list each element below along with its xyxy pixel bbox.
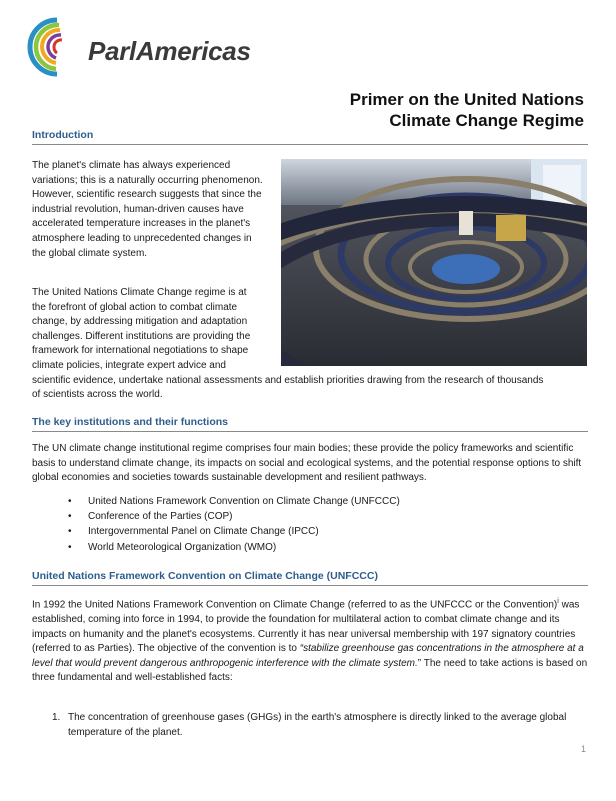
title-line-2: Climate Change Regime [389,111,584,130]
section-heading-introduction: Introduction [32,129,588,145]
intro-p2-line: climate policies, integrate expert advice and [32,359,226,371]
list-item: • Conference of the Parties (COP) [68,511,233,523]
list-item: 1. The concentration of greenhouse gases (GHGs) in the earth's atmosphere is directly linked to the average global temperature of the planet. [52,712,567,738]
intro-p2-line: challenges. Different institutions are providing the [32,330,251,342]
facts-list [52,711,592,740]
intro-p2-line: framework for international negotiations to shape [32,345,249,357]
intro-p2-line: scientific evidence, undertake national assessments and establish priorities drawing from the research of thousands [32,374,544,386]
intro-p2-line: the forefront of global action to combat climate [32,301,238,313]
institutions-list [58,494,400,555]
institutions-paragraph: The UN climate change institutional regime comprises four main bodies; these provide the policy frameworks and scientific basis to understand climate change, its impacts on social and ecological systems, and the potential response options to shift global economies and societies towards sustainable development and resilient pathways. [32,443,582,484]
page-number: 1 [580,744,586,754]
intro-paragraph-1: The planet's climate has always experienced variations; this is a naturally occurring phenomenon. However, scientific research suggests that since the industrial revolution, human-driven causes have accelerated temperature increases in the planet's atmosphere leading to unprecedented changes in the global climate system. [32,160,263,259]
list-item: • United Nations Framework Convention on Climate Change (UNFCCC) [68,496,400,507]
intro-p2-line: change, by addressing mitigation and adaptation [32,316,248,328]
parlamericas-logo [26,16,251,78]
list-item: • World Meteorological Organization (WMO) [68,541,277,553]
logo-text: ParlAmericas [88,36,251,66]
intro-p2-line: The United Nations Climate Change regime is at [32,287,247,298]
intro-p2-line: of scientists across the world. [32,389,163,401]
section-heading-unfccc: United Nations Framework Convention on Climate Change (UNFCCC) [32,570,588,586]
section-heading-institutions: The key institutions and their functions [32,416,588,432]
title-line-1: Primer on the United Nations [349,90,584,109]
logo-mark-icon [26,16,88,78]
document-title [350,89,584,131]
conference-hall-photo [281,159,587,366]
unfccc-paragraph: In 1992 the United Nations Framework Convention on Climate Change (referred to as the UNFCCC or the Convention)$^i$ was established, coming into force in 1994, to provide the foundation for multilateral action to combat climate change and its impacts on humanity and the planet's ecosystems. Currently it has near universal membership with 197 signatory countries (referred to as Parties). The objective of the convention is to “stabilize greenhouse gas concentrations in the atmosphere at a level that would prevent dangerous anthropogenic interference with the climate system.” The need to take actions is based on three fundamental and well-established facts: [32,598,588,684]
list-item: • Intergovernmental Panel on Climate Change (IPCC) [68,526,319,538]
